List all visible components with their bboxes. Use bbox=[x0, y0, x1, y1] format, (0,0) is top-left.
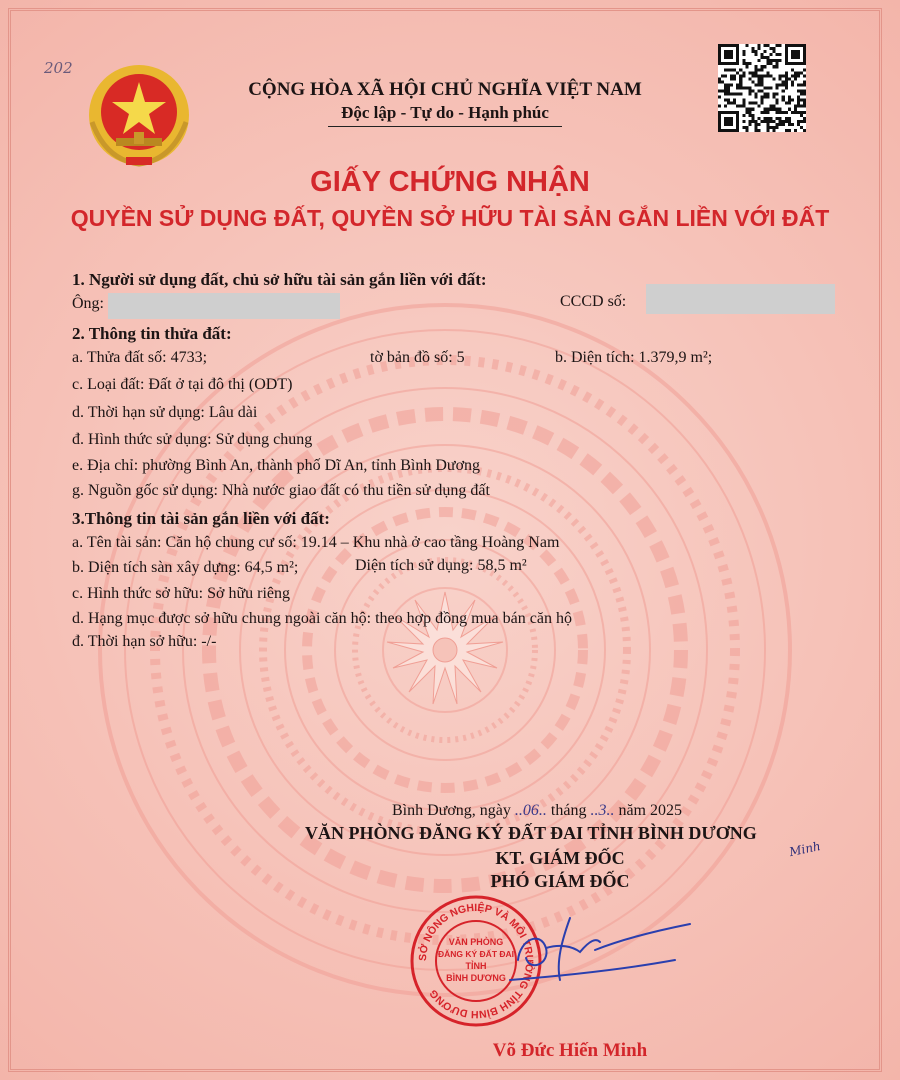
handwritten-initial bbox=[785, 834, 835, 862]
svg-text:SỞ NÔNG NGHIỆP VÀ MÔI TRƯỜNG T: SỞ NÔNG NGHIỆP VÀ MÔI TRƯỜNG TỈNH BÌNH DƯƠNG bbox=[416, 901, 536, 1021]
construction-floor-area: b. Diện tích sàn xây dựng: 64,5 m²; bbox=[72, 559, 299, 576]
signer-position: PHÓ GIÁM ĐỐC bbox=[490, 871, 630, 891]
certificate-title: GIẤY CHỨNG NHẬN bbox=[310, 166, 590, 198]
signer-name: Võ Đức Hiến Minh bbox=[492, 1040, 648, 1061]
land-area: b. Diện tích: 1.379,9 m²; bbox=[555, 349, 713, 366]
signing-date bbox=[392, 802, 682, 820]
country-name: CỘNG HÒA XÃ HỘI CHỦ NGHĨA VIỆT NAM bbox=[248, 79, 642, 100]
section3-heading: 3.Thông tin tài sản gắn liền với đất: bbox=[72, 509, 330, 528]
asset-name: a. Tên tài sản: Căn hộ chung cư số: 19.14 – Khu nhà ở cao tầng Hoàng Nam bbox=[72, 534, 560, 551]
section2-heading: 2. Thông tin thửa đất: bbox=[72, 324, 232, 343]
qr-code-icon bbox=[718, 44, 806, 132]
parcel-number: a. Thửa đất số: 4733; bbox=[72, 349, 208, 366]
ownership-term: đ. Thời hạn sở hữu: -/- bbox=[72, 633, 217, 650]
date-month: ..3.. bbox=[590, 802, 615, 819]
common-ownership-items: d. Hạng mục được sở hữu chung ngoài căn hộ: theo hợp đồng mua bán căn hộ bbox=[72, 610, 572, 627]
usage-term: d. Thời hạn sử dụng: Lâu dài bbox=[72, 404, 258, 421]
usage-form: đ. Hình thức sử dụng: Sử dụng chung bbox=[72, 431, 313, 448]
national-motto: Độc lập - Tự do - Hạnh phúc bbox=[341, 103, 549, 122]
owner-name-redacted bbox=[108, 293, 340, 319]
map-sheet-number: tờ bản đồ số: 5 bbox=[370, 349, 465, 366]
id-number-redacted bbox=[646, 284, 835, 314]
svg-text:202: 202 bbox=[44, 59, 73, 77]
svg-text:ĐĂNG KÝ ĐẤT ĐAI: ĐĂNG KÝ ĐẤT ĐAI bbox=[437, 949, 515, 959]
section1-heading: 1. Người sử dụng đất, chủ sở hữu tài sản gắn liền với đất: bbox=[72, 270, 487, 289]
owner-label: Ông: bbox=[72, 295, 104, 312]
svg-text:TỈNH: TỈNH bbox=[465, 961, 487, 971]
ownership-form: c. Hình thức sở hữu: Sở hữu riêng bbox=[72, 585, 291, 602]
land-origin: g. Nguồn gốc sử dụng: Nhà nước giao đất có thu tiền sử dụng đất bbox=[72, 482, 490, 499]
svg-text:VĂN PHÒNG: VĂN PHÒNG bbox=[448, 937, 504, 947]
issuing-office: VĂN PHÒNG ĐĂNG KÝ ĐẤT ĐAI TỈNH BÌNH DƯƠNG bbox=[305, 823, 757, 843]
handwritten-note bbox=[40, 55, 90, 80]
svg-text:BÌNH DƯƠNG: BÌNH DƯƠNG bbox=[446, 973, 506, 983]
id-label: CCCD số: bbox=[560, 293, 627, 310]
date-year: năm 2025 bbox=[618, 802, 682, 819]
usable-area: Diện tích sử dụng: 58,5 m² bbox=[355, 557, 527, 574]
date-prefix: Bình Dương, ngày bbox=[392, 802, 511, 819]
land-address: e. Địa chỉ: phường Bình An, thành phố Dĩ An, tỉnh Bình Dương bbox=[72, 457, 481, 474]
date-day: ..06.. bbox=[514, 802, 547, 819]
certificate-subtitle: QUYỀN SỬ DỤNG ĐẤT, QUYỀN SỞ HỮU TÀI SẢN GẮN LIỀN VỚI ĐẤT bbox=[70, 205, 830, 231]
on-behalf-title: KT. GIÁM ĐỐC bbox=[495, 848, 625, 868]
handwritten-signature bbox=[500, 900, 700, 1010]
national-emblem-icon bbox=[86, 62, 192, 168]
land-type: c. Loại đất: Đất ở tại đô thị (ODT) bbox=[72, 376, 293, 393]
svg-text:Minh: Minh bbox=[788, 838, 822, 860]
month-prefix: tháng bbox=[550, 802, 587, 819]
motto-underline bbox=[328, 126, 562, 127]
